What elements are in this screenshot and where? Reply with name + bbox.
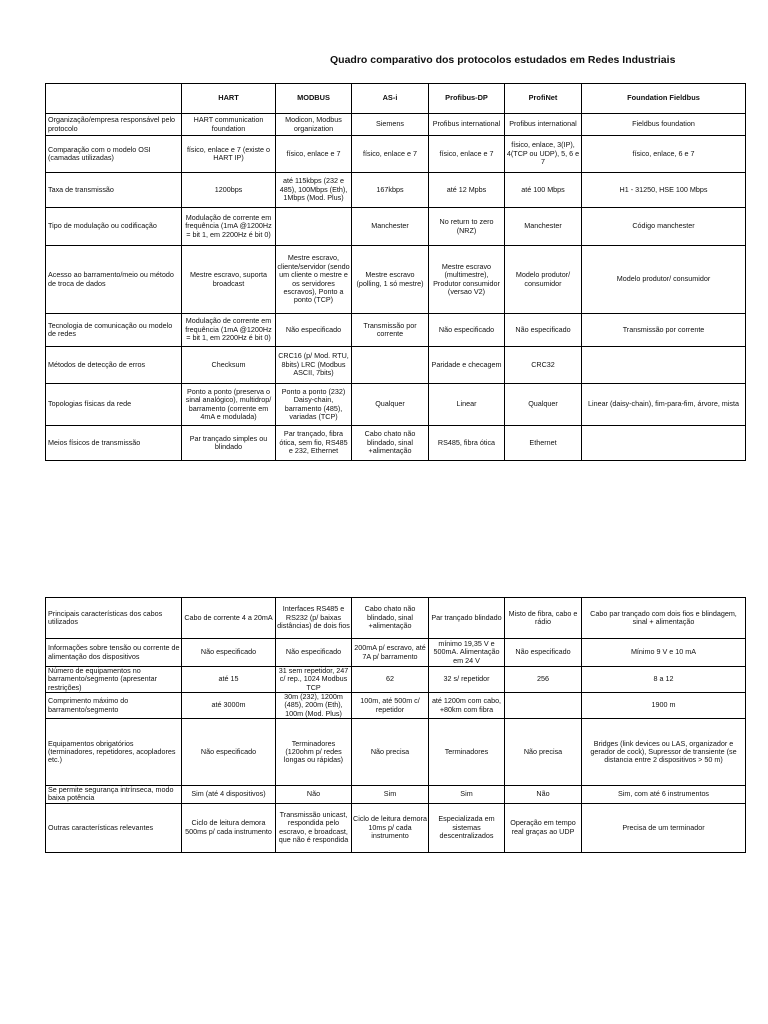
table-cell: Par trançado simples ou blindado (182, 426, 276, 461)
table-row (46, 667, 746, 693)
table-cell: 32 s/ repetidor (429, 667, 505, 693)
table-cell: Ethernet (505, 426, 582, 461)
table-cell: Siemens (352, 114, 429, 136)
table-cell: Não especificado (505, 314, 582, 347)
table-cell: Cabo chato não blindado, sinal +alimentação (352, 598, 429, 639)
table-cell: Operação em tempo real graças ao UDP (505, 803, 582, 852)
table-cell: Linear (429, 384, 505, 426)
table-cell: até 15 (182, 667, 276, 693)
table-cell: Sim (352, 786, 429, 804)
header-corner-cell (46, 84, 182, 114)
table-row (46, 208, 746, 246)
row-label: Principais características dos cabos utilizados (46, 598, 182, 639)
table-cell: Terminadores (120ohm p/ redes longas ou rápidas) (276, 719, 352, 786)
page-title: Quadro comparativo dos protocolos estudados em Redes Industriais (330, 54, 676, 66)
comparison-table-1-container (45, 83, 768, 461)
table-cell: Especializada em sistemas descentralizados (429, 803, 505, 852)
table-cell: Profibus international (429, 114, 505, 136)
row-label: Acesso ao barramento/meio ou método de troca de dados (46, 246, 182, 314)
table-cell: Modulação de corrente em frequência (1mA @1200Hz = bit 1, em 2200Hz é bit 0) (182, 314, 276, 347)
table-cell: Modelo produtor/ consumidor (582, 246, 746, 314)
table-cell: 200mA p/ escravo, até 7A p/ barramento (352, 639, 429, 667)
table-cell: Não especificado (276, 639, 352, 667)
table-cell (352, 347, 429, 384)
comparison-table-2 (45, 597, 746, 853)
row-label: Informações sobre tensão ou corrente de alimentação dos dispositivos (46, 639, 182, 667)
table-cell: até 3000m (182, 693, 276, 719)
row-label: Taxa de transmissão (46, 173, 182, 208)
row-label: Equipamentos obrigatórios (terminadores, repetidores, acopladores etc.) (46, 719, 182, 786)
table-cell: 1900 m (582, 693, 746, 719)
table-cell: 62 (352, 667, 429, 693)
table-cell: Ponto a ponto (232) Daisy-chain, barramento (485), variadas (TCP) (276, 384, 352, 426)
table-cell: Cabo de corrente 4 a 20mA (182, 598, 276, 639)
table-cell: Fieldbus foundation (582, 114, 746, 136)
table-cell: físico, enlace, 6 e 7 (582, 136, 746, 173)
table-cell: Qualquer (505, 384, 582, 426)
table-cell: Mestre escravo (multimestre), Produtor consumidor (versao V2) (429, 246, 505, 314)
table-cell (582, 426, 746, 461)
table-cell: Ciclo de leitura demora 500ms p/ cada instrumento (182, 803, 276, 852)
table-cell: Bridges (link devices ou LAS, organizador e gerador de cock), Supressor de transiente (se distancia entre 2 dispositivos > 50 m) (582, 719, 746, 786)
table-cell: Modulação de corrente em frequência (1mA @1200Hz = bit 1, em 2200Hz é bit 0) (182, 208, 276, 246)
table-cell: Terminadores (429, 719, 505, 786)
table-row (46, 426, 746, 461)
table-row (46, 173, 746, 208)
column-header: ProfiNet (505, 84, 582, 114)
table-cell: Checksum (182, 347, 276, 384)
row-label: Tecnologia de comunicação ou modelo de redes (46, 314, 182, 347)
table-cell: Transmissão por corrente (582, 314, 746, 347)
table-cell: Precisa de um terminador (582, 803, 746, 852)
table-cell: Manchester (505, 208, 582, 246)
table-cell: Cabo chato não blindado, sinal +alimentação (352, 426, 429, 461)
table-cell: até 1200m com cabo, +80km com fibra (429, 693, 505, 719)
table-row (46, 803, 746, 852)
table-cell: Mínimo 9 V e 10 mA (582, 639, 746, 667)
table-cell: Transmissão unicast, respondida pelo escravo, e broadcast, que não é respondida (276, 803, 352, 852)
row-label: Tipo de modulação ou codificação (46, 208, 182, 246)
table-cell: Qualquer (352, 384, 429, 426)
row-label: Topologias físicas da rede (46, 384, 182, 426)
table-cell: Sim, com até 6 instrumentos (582, 786, 746, 804)
table-cell: Não (276, 786, 352, 804)
table-cell: Não especificado (276, 314, 352, 347)
table-row (46, 136, 746, 173)
table-cell: RS485, fibra ótica (429, 426, 505, 461)
table-cell: Mestre escravo, cliente/servidor (sendo um cliente o mestre e os servidores escravos), Ponto a ponto (TCP) (276, 246, 352, 314)
table-cell: 31 sem repetidor, 247 c/ rep., 1024 Modbus TCP (276, 667, 352, 693)
table-cell: Misto de fibra, cabo e rádio (505, 598, 582, 639)
comparison-table-2-container (45, 597, 768, 853)
row-label: Métodos de detecção de erros (46, 347, 182, 384)
table-cell: Não especificado (429, 314, 505, 347)
table-cell: 100m, até 500m c/ repetidor (352, 693, 429, 719)
table-cell: Código manchester (582, 208, 746, 246)
row-label: Número de equipamentos no barramento/segmento (apresentar restrições) (46, 667, 182, 693)
table-cell: 30m (232), 1200m (485), 200m (Eth), 100m (Mod. Plus) (276, 693, 352, 719)
table-cell: Não especificado (182, 719, 276, 786)
table-cell: físico, enlace e 7 (429, 136, 505, 173)
table-cell: Sim (429, 786, 505, 804)
table-cell: CRC32 (505, 347, 582, 384)
table-row (46, 114, 746, 136)
table-cell: H1 - 31250, HSE 100 Mbps (582, 173, 746, 208)
table-cell: Não precisa (505, 719, 582, 786)
table-cell: físico, enlace e 7 (276, 136, 352, 173)
table-row (46, 719, 746, 786)
column-header: MODBUS (276, 84, 352, 114)
table-cell: Modelo produtor/ consumidor (505, 246, 582, 314)
table-cell: Ciclo de leitura demora 10ms p/ cada instrumento (352, 803, 429, 852)
table-cell: 1200bps (182, 173, 276, 208)
row-label: Se permite segurança intrínseca, modo baixa potência (46, 786, 182, 804)
table-row (46, 693, 746, 719)
table-cell: Linear (daisy-chain), fim-para-fim, árvore, mista (582, 384, 746, 426)
row-label: Comprimento máximo do barramento/segmento (46, 693, 182, 719)
table-cell: Sim (até 4 dispositivos) (182, 786, 276, 804)
table-cell: 256 (505, 667, 582, 693)
table-cell: Par trançado, fibra ótica, sem fio, RS485 e 232, Ethernet (276, 426, 352, 461)
table-cell: físico, enlace e 7 (existe o HART IP) (182, 136, 276, 173)
table-cell: Mestre escravo (polling, 1 só mestre) (352, 246, 429, 314)
table-cell: Par trançado blindado (429, 598, 505, 639)
row-label: Outras características relevantes (46, 803, 182, 852)
table-cell: físico, enlace, 3(IP), 4(TCP ou UDP), 5, 6 e 7 (505, 136, 582, 173)
row-label: Meios físicos de transmissão (46, 426, 182, 461)
row-label: Organização/empresa responsável pelo protocolo (46, 114, 182, 136)
table-cell: físico, enlace e 7 (352, 136, 429, 173)
table-cell: Paridade e checagem (429, 347, 505, 384)
table-cell: Modicon, Modbus organization (276, 114, 352, 136)
table-row (46, 639, 746, 667)
table-row (46, 384, 746, 426)
table-cell: No return to zero (NRZ) (429, 208, 505, 246)
table-cell (582, 347, 746, 384)
column-header: Profibus-DP (429, 84, 505, 114)
table-row (46, 314, 746, 347)
table-cell: até 100 Mbps (505, 173, 582, 208)
table-cell: até 12 Mpbs (429, 173, 505, 208)
table-cell: 167kbps (352, 173, 429, 208)
table-cell: 8 a 12 (582, 667, 746, 693)
table-row (46, 598, 746, 639)
table-cell: mínimo 19,35 V e 500mA. Alimentação em 24 V (429, 639, 505, 667)
table-cell: Transmissão por corrente (352, 314, 429, 347)
table-cell (276, 208, 352, 246)
table-cell: Profibus international (505, 114, 582, 136)
table-cell: Manchester (352, 208, 429, 246)
table-row (46, 246, 746, 314)
table-cell: Não (505, 786, 582, 804)
table-cell: Não precisa (352, 719, 429, 786)
table-cell (505, 693, 582, 719)
comparison-table-1 (45, 83, 746, 461)
column-header: HART (182, 84, 276, 114)
table-row (46, 786, 746, 804)
table-row (46, 347, 746, 384)
table-cell: Interfaces RS485 e RS232 (p/ baixas distâncias) de dois fios (276, 598, 352, 639)
table-cell: Não especificado (182, 639, 276, 667)
table-cell: Mestre escravo, suporta broadcast (182, 246, 276, 314)
table-cell: Ponto a ponto (preserva o sinal analógico), multidrop/ barramento (corrente em 4mA e modulada) (182, 384, 276, 426)
table-cell: até 115kbps (232 e 485), 100Mbps (Eth), 1Mbps (Mod. Plus) (276, 173, 352, 208)
table-header-row (46, 84, 746, 114)
table-cell: Cabo par trançado com dois fios e blindagem, sinal + alimentação (582, 598, 746, 639)
table-cell: CRC16 (p/ Mod. RTU, 8bits) LRC (Modbus ASCII, 7bits) (276, 347, 352, 384)
column-header: AS-i (352, 84, 429, 114)
table-cell: HART communication foundation (182, 114, 276, 136)
column-header: Foundation Fieldbus (582, 84, 746, 114)
table-cell: Não especificado (505, 639, 582, 667)
row-label: Comparação com o modelo OSI (camadas utilizadas) (46, 136, 182, 173)
